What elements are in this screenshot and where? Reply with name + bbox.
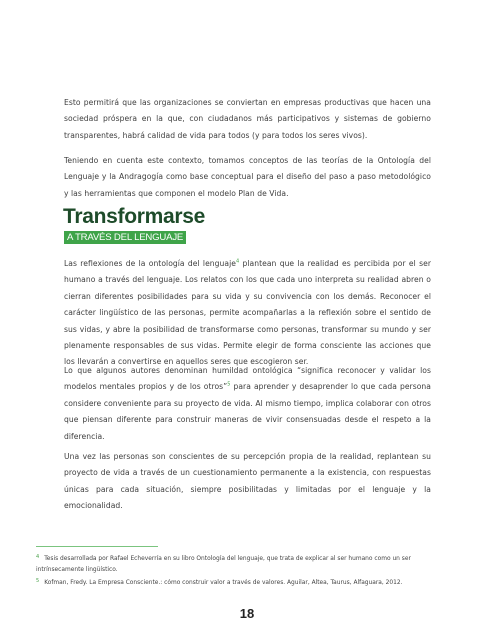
footnote-number: 5: [36, 578, 40, 584]
page-number: 18: [239, 606, 255, 621]
paragraph-1: Esto permitirá que las organizaciones se conviertan en empresas productivas que hacen una sociedad próspera en la que, con ciudadanos más participativos y sistemas de gobierno transparentes, habrá calidad de vida para todos (y para todos los seres vivos).: [64, 98, 431, 140]
paragraph-4-start: Lo que algunos autores denominan humildad ontológica “significa reconocer y validar los modelos mentales propios y de los otros”: [64, 366, 431, 392]
footnote-4: [36, 552, 456, 576]
footnote-ref-5: 5: [227, 381, 231, 388]
footnote-number: 4: [36, 554, 40, 560]
section-subtitle-banner: A TRAVÉS DEL LENGUAJE: [64, 231, 186, 244]
footnote-divider: [36, 546, 158, 547]
paragraph-5: Una vez las personas son conscientes de su percepción propia de la realidad, replantean su proyecto de vida a través de un cuestionamiento permanente a la existencia, con respuestas únicas para cada situación, siempre posibilitadas y limitadas por el lenguaje y la emocionalidad.: [64, 452, 431, 511]
paragraph-3: [64, 256, 431, 371]
paragraph-4: [64, 363, 431, 445]
footnote-text: Tesis desarrollada por Rafael Echeverría en su libro Ontología del lenguaje, que trata de explicar al ser humano como un ser intrínsecamente lingüístico.: [36, 556, 411, 573]
footnote-5: [36, 576, 456, 589]
paragraph-3-start: Las reflexiones de la ontología del lenguaje: [64, 259, 236, 268]
section-title: Transformarse: [63, 205, 206, 228]
footnote-text: Kofman, Fredy. La Empresa Consciente.: cómo construir valor a través de valores. Aguilar, Altea, Taurus, Alfaguara, 2012.: [44, 580, 403, 586]
paragraph-4-rest: para aprender y desaprender lo que cada persona considere conveniente para su proyecto de vida. Al mismo tiempo, implica colaborar con otros que piensan diferente para construir maneras de vivir consensuadas desde el respeto a la diferencia.: [64, 382, 431, 441]
paragraph-3-rest: plantean que la realidad es percibida por el ser humano a través del lenguaje. Los relatos con los que cada uno interpreta su realidad abren o cierran diferentes posibilidades para su vida y su convivencia con los demás. Reconocer el carácter lingüístico de las personas, permite acompañarlas a la reflexión sobre el sentido de sus vidas, y abre la posibilidad de transformarse como personas, transformar su mundo y ser plenamente responsables de sus vidas. Permite elegir de forma consciente las acciones que los llevarán a convertirse en aquellos seres que escogieron ser.: [64, 259, 431, 367]
paragraph-2: Teniendo en cuenta este contexto, tomamos conceptos de las teorías de la Ontología del Lenguaje y la Andragogía como base conceptual para el diseño del paso a paso metodológico y las herramientas que componen el modelo Plan de Vida.: [64, 156, 431, 198]
footnote-ref-4: 4: [236, 258, 240, 265]
